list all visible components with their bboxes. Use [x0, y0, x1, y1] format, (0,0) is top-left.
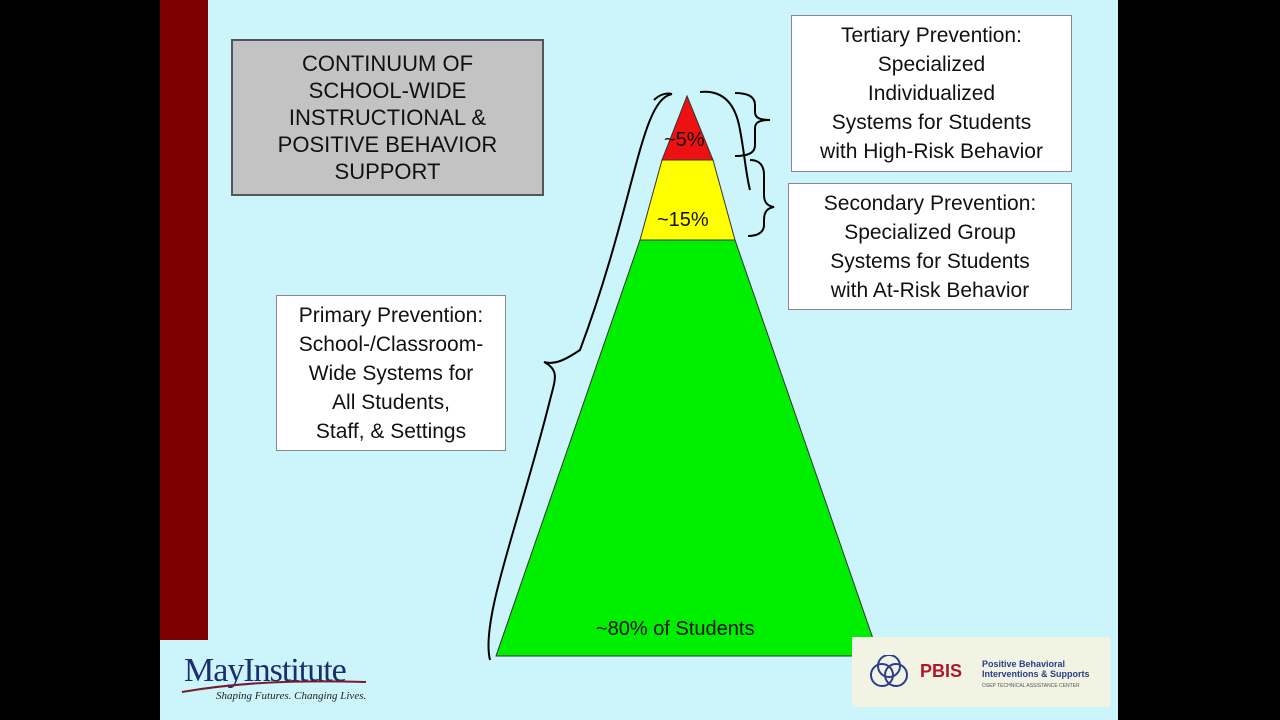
primary-line: All Students, [332, 390, 450, 414]
tertiary-prevention-box [791, 15, 1072, 172]
tertiary-line: Systems for Students [831, 111, 1032, 134]
pbis-logo [852, 637, 1110, 707]
tertiary-line: Individualized [867, 82, 996, 105]
title-line: INSTRUCTIONAL & [288, 105, 487, 130]
primary-prevention-box [276, 295, 506, 451]
primary-line: Wide Systems for [308, 361, 474, 385]
pbis-logo-description: Positive Behavioral Interventions & Supports [982, 659, 1090, 679]
title-line: POSITIVE BEHAVIOR [277, 132, 498, 157]
secondary-line: Systems for Students [830, 249, 1030, 273]
primary-line: Staff, & Settings [315, 419, 467, 443]
slide [160, 0, 1118, 720]
may-logo-name: MayInstitute [184, 652, 346, 689]
secondary-line: Specialized Group [844, 220, 1016, 244]
primary-percent: ~80% of Students [596, 618, 755, 640]
secondary-prevention-box [788, 183, 1072, 310]
title-line: SCHOOL-WIDE [308, 78, 467, 103]
primary-line: Primary Prevention: [298, 303, 484, 327]
secondary-line: Secondary Prevention: [823, 191, 1037, 215]
secondary-percent: ~15% [657, 209, 709, 231]
may-logo-tagline: Shaping Futures. Changing Lives. [216, 690, 367, 702]
may-institute-logo [180, 652, 370, 706]
title-line: SUPPORT [334, 159, 441, 184]
title-line: CONTINUUM OF [301, 51, 474, 76]
tertiary-line: with High-Risk Behavior [820, 140, 1043, 163]
tertiary-brace [735, 93, 770, 156]
pbis-logo-subtitle: OSEP TECHNICAL ASSISTANCE CENTER [982, 683, 1080, 689]
tertiary-line: Tertiary Prevention: [841, 24, 1022, 47]
tertiary-percent: ~5% [664, 129, 705, 151]
secondary-brace [748, 160, 774, 236]
primary-line: School-/Classroom- [298, 332, 484, 356]
tertiary-line: Specialized [877, 53, 986, 76]
secondary-line: with At-Risk Behavior [830, 278, 1030, 302]
rings-icon [866, 655, 914, 691]
pbis-logo-name: PBIS [920, 661, 963, 681]
